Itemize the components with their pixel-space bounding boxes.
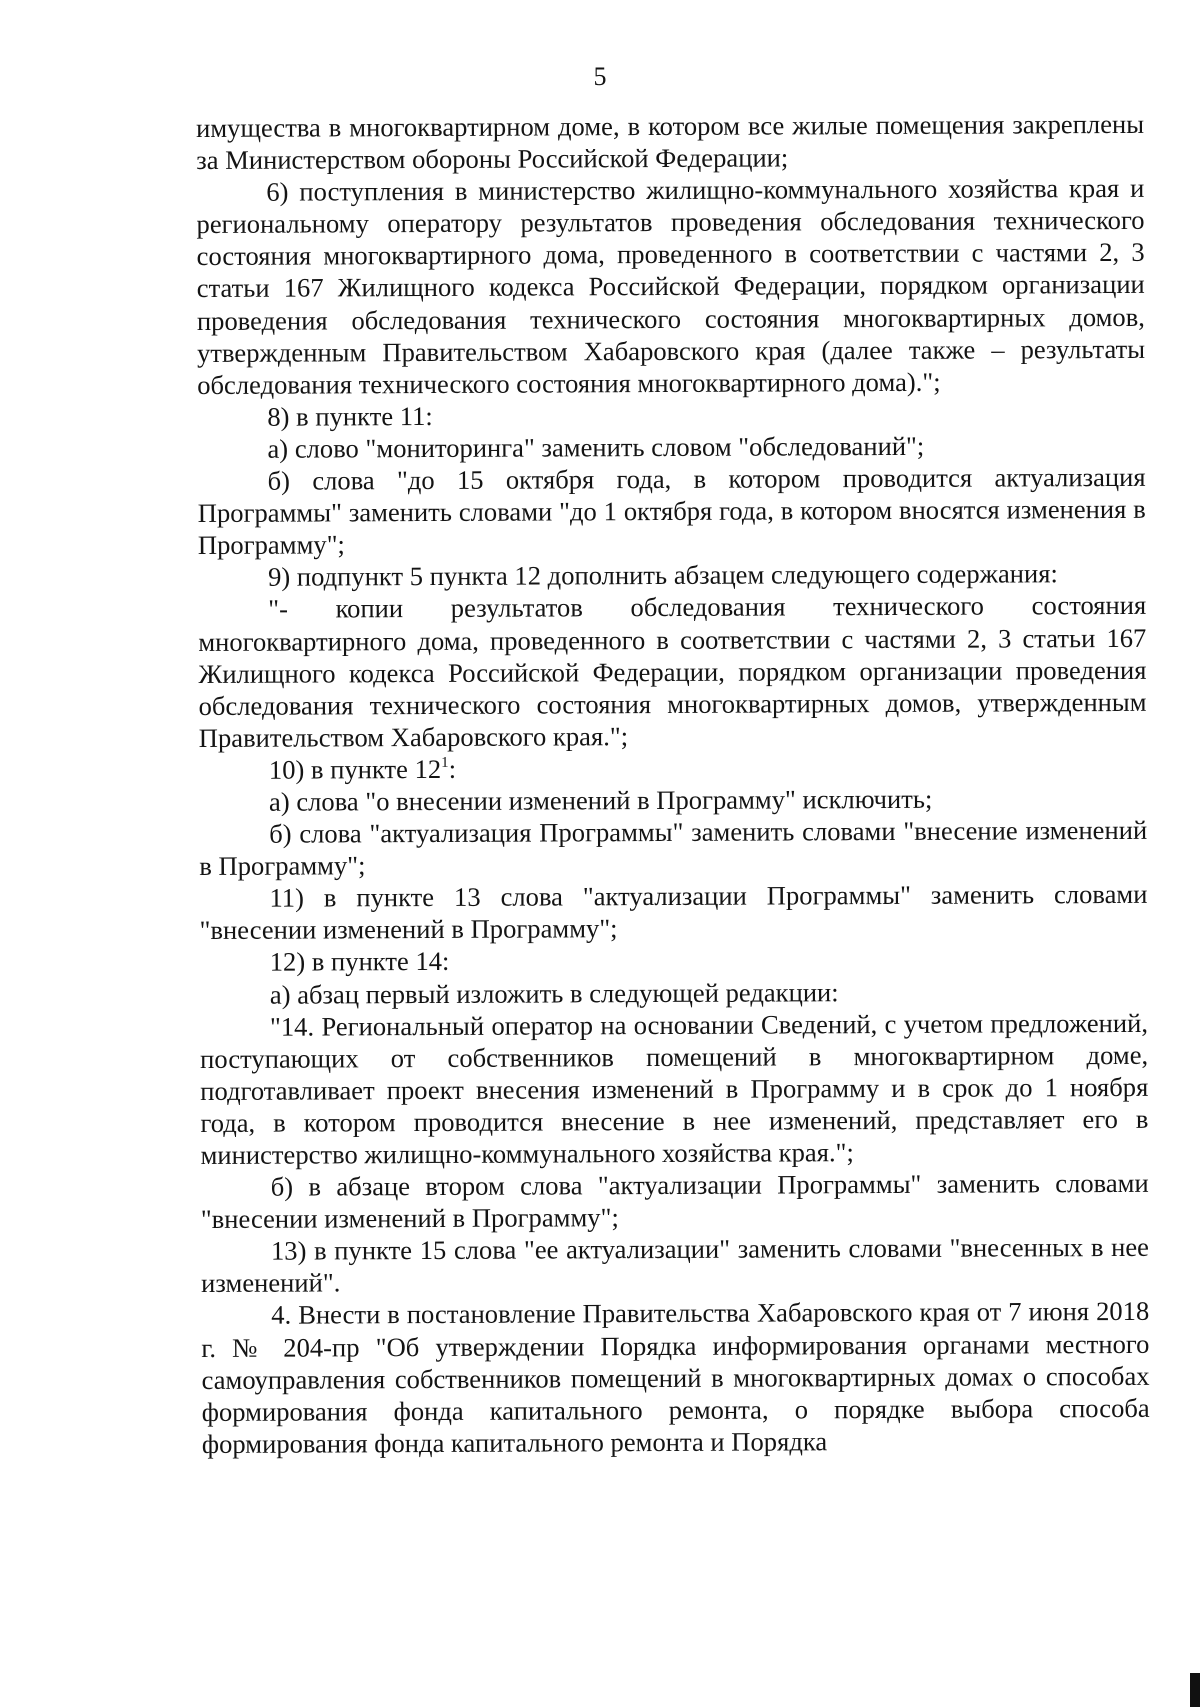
paragraph-item-12a: а) абзац первый изложить в следующей редакции:	[269, 976, 839, 1010]
paragraph-item-13: 13) в пункте 15 слова "ее актуализации" заменить словами "внесенных в нее изменений".	[201, 1232, 1150, 1299]
paragraph-item-12: 12) в пункте 14:	[269, 946, 450, 978]
paragraph-item-9: 9) подпункт 5 пункта 12 дополнить абзацем следующего содержания:	[267, 558, 1058, 593]
item-10-text: 10) в пункте 12	[268, 753, 442, 785]
item-10-colon: :	[448, 753, 457, 784]
document-body	[196, 108, 1150, 1460]
paragraph-item-10a: а) слова "о внесении изменений в Программу" исключить;	[268, 783, 933, 817]
paragraph-item-8b: б) слова "до 15 октября года, в котором проводится актуализация Программы" заменить словами "до 1 октября года, в котором вносятся изменения в Программу";	[197, 461, 1146, 561]
paragraph-item-12b: б) в абзаце втором слова "актуализации Программы" заменить словами "внесении изменений в Программу";	[200, 1167, 1149, 1235]
page-number: 5	[593, 62, 607, 91]
paragraph-item-8a: а) слово "мониторинга" заменить словом "обследований";	[267, 430, 925, 464]
paragraph-quoted-copies: "- копии результатов обследования технического состояния многоквартирного дома, проведенного в соответствии с частями 2, 3 статьи 167 Жилищного кодекса Российской Федерации, порядком организации проведения обследования технического состояния многоквартирных домов, утвержденным Правительством Хабаровского края.";	[198, 590, 1147, 753]
paragraph-item-6: 6) поступления в министерство жилищно-коммунального хозяйства края и региональному оператору результатов проведения обследования технического состояния многоквартирного дома, проведенного в соответствии с частями 2, 3 статьи 167 Жилищного кодекса Российской Федерации, порядком организации проведения обследования технического состояния многоквартирных домов, утвержденным Правительством Хабаровского края (далее также – результаты обследования технического состояния многоквартирного дома).";	[196, 173, 1146, 400]
paragraph-item-10	[199, 750, 1147, 786]
scan-edge-mark	[1190, 1673, 1200, 1707]
paragraph-item-8: 8) в пункте 11:	[267, 400, 433, 432]
paragraph-section-4: 4. Внести в постановление Правительства Хабаровского края от 7 июня 2018 г. № 204-пр "Об утверждении Порядка информирования органами местного самоуправления собственников помещений в многоквартирных домах о способах формирования фонда капитального ремонта, о порядке выбора способа формирования фонда капитального ремонта и Порядка	[201, 1296, 1150, 1459]
paragraph-continuation: имущества в многоквартирном доме, в котором все жилые помещения закреплены за Министерством обороны Российской Федерации;	[196, 108, 1145, 176]
paragraph-item-11: 11) в пункте 13 слова "актуализации Программы" заменить словами "внесении изменений в Программу";	[199, 879, 1148, 946]
paragraph-quoted-14: "14. Региональный оператор на основании Сведений, с учетом предложений, поступающих от собственников помещений в многоквартирном доме, подготавливает проект внесения изменений в Программу и в срок до 1 ноября года, в котором проводится внесение в нее изменений, представляет его в министерство жилищно-коммунального хозяйства края.";	[200, 1007, 1149, 1170]
item-10-superscript: 1	[441, 754, 449, 771]
paragraph-item-10b: б) слова "актуализация Программы" заменить словами "внесение изменений в Программу";	[199, 814, 1148, 882]
